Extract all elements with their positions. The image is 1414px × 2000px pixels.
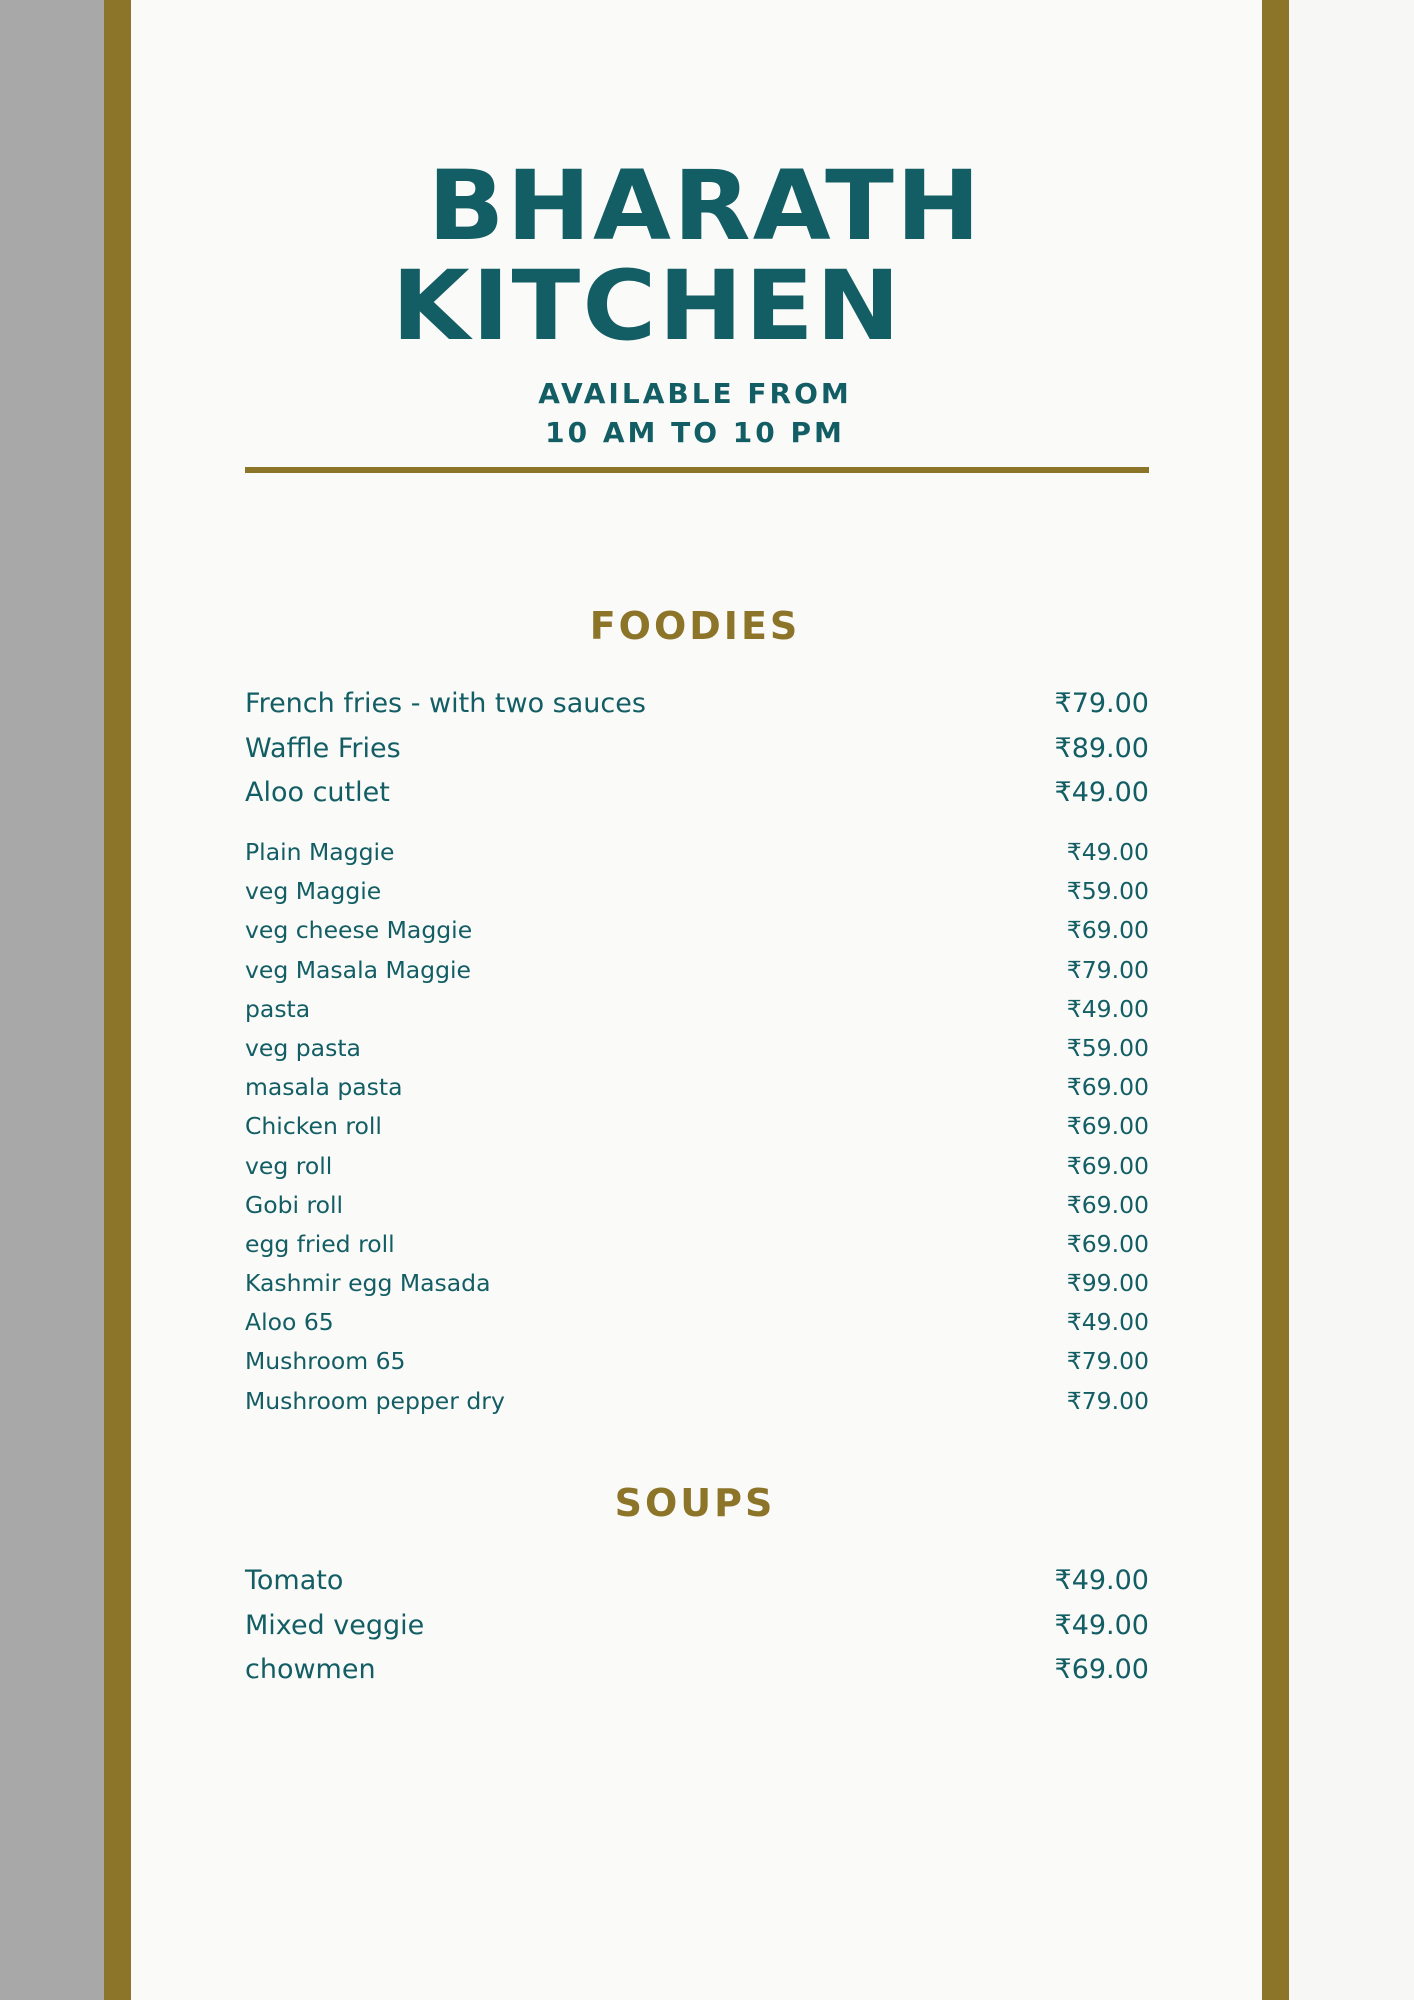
menu-item	[245, 1073, 1149, 1112]
item-price: ₹79.00	[1066, 1386, 1149, 1415]
item-name: Gobi roll	[245, 1190, 344, 1219]
item-price: ₹49.00	[1054, 777, 1149, 808]
menu-item	[245, 1191, 1149, 1230]
item-price: ₹69.00	[1066, 1073, 1149, 1102]
item-name: Aloo cutlet	[245, 777, 390, 808]
availability-line2: 10 AM TO 10 PM	[545, 416, 845, 449]
menu-item	[245, 1308, 1149, 1347]
item-price: ₹69.00	[1066, 916, 1149, 945]
section-heading-soups: SOUPS	[614, 1481, 776, 1525]
item-price: ₹49.00	[1066, 994, 1149, 1023]
item-name: Mixed veggie	[245, 1609, 425, 1641]
soups-item-list	[245, 1565, 1149, 1699]
restaurant-name-line2: KITCHEN	[391, 250, 903, 362]
menu-item	[245, 1347, 1149, 1386]
item-name: Chicken roll	[245, 1112, 382, 1141]
foodies-featured-list	[245, 688, 1149, 822]
item-price: ₹89.00	[1054, 732, 1149, 764]
item-price: ₹99.00	[1066, 1269, 1149, 1298]
menu-item	[245, 1654, 1149, 1699]
item-price: ₹49.00	[1066, 838, 1149, 866]
menu-item	[245, 1034, 1149, 1073]
item-price: ₹59.00	[1066, 1033, 1149, 1062]
item-price: ₹69.00	[1066, 1190, 1149, 1219]
item-name: veg roll	[245, 1151, 333, 1180]
menu-item	[245, 777, 1149, 822]
item-price: ₹69.00	[1054, 1654, 1149, 1685]
header-divider	[245, 467, 1149, 473]
item-name: veg pasta	[245, 1033, 361, 1062]
item-price: ₹49.00	[1066, 1308, 1149, 1337]
section-heading-foodies: FOODIES	[589, 604, 801, 648]
menu-item	[245, 956, 1149, 995]
item-name: French fries - with two sauces	[245, 688, 646, 719]
item-price: ₹79.00	[1066, 955, 1149, 984]
item-name: Plain Maggie	[245, 838, 395, 866]
availability-line1: AVAILABLE FROM	[538, 377, 852, 410]
item-name: veg Maggie	[245, 877, 382, 906]
item-name: veg cheese Maggie	[245, 916, 473, 945]
menu-item	[245, 838, 1149, 877]
item-price: ₹49.00	[1054, 1565, 1149, 1596]
item-name: Tomato	[245, 1565, 344, 1596]
menu-item	[245, 1387, 1149, 1426]
item-price: ₹59.00	[1066, 877, 1149, 906]
item-name: pasta	[245, 994, 311, 1023]
item-name: egg fried roll	[245, 1229, 395, 1258]
menu-item	[245, 1610, 1149, 1655]
item-name: Waffle Fries	[245, 732, 401, 764]
item-price: ₹69.00	[1066, 1229, 1149, 1258]
item-name: chowmen	[245, 1654, 376, 1685]
item-name: Kashmir egg Masada	[245, 1269, 491, 1298]
menu-item	[245, 1230, 1149, 1269]
menu-item	[245, 733, 1149, 778]
item-price: ₹79.00	[1066, 1347, 1149, 1376]
menu-item	[245, 1112, 1149, 1151]
menu-item	[245, 1269, 1149, 1308]
item-price: ₹79.00	[1054, 688, 1149, 719]
restaurant-name-line1: BHARATH	[427, 150, 983, 262]
item-price: ₹49.00	[1054, 1609, 1149, 1641]
menu-item	[245, 916, 1149, 955]
item-name: masala pasta	[245, 1073, 403, 1102]
foodies-item-list	[245, 838, 1149, 1426]
menu-item	[245, 995, 1149, 1034]
item-name: veg Masala Maggie	[245, 955, 471, 984]
item-name: Mushroom 65	[245, 1347, 406, 1376]
menu-item	[245, 877, 1149, 916]
item-price: ₹69.00	[1066, 1112, 1149, 1141]
item-name: Mushroom pepper dry	[245, 1386, 505, 1415]
menu-item	[245, 1565, 1149, 1610]
item-price: ₹69.00	[1066, 1151, 1149, 1180]
menu-item	[245, 1152, 1149, 1191]
item-name: Aloo 65	[245, 1308, 334, 1337]
menu-item	[245, 688, 1149, 733]
